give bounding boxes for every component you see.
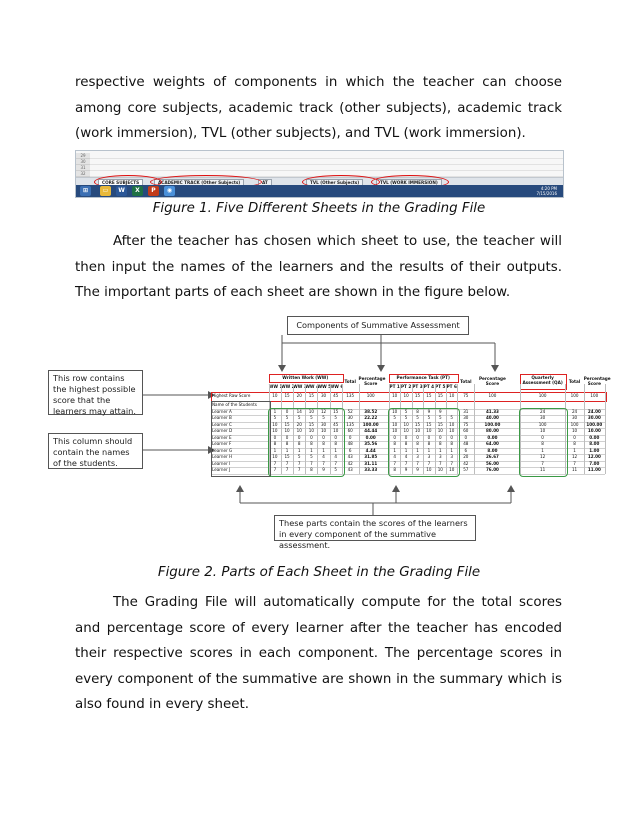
score-cell: 10	[449, 467, 455, 472]
score-cell: 1	[273, 408, 277, 414]
pt-column-header: PT 1	[389, 384, 400, 389]
score-cell: 8	[450, 441, 454, 446]
ww-column-header: WW 1	[268, 384, 283, 389]
score-cell: 10	[296, 428, 302, 433]
score-cell: 0	[297, 434, 301, 440]
score-cell: 24.00	[587, 408, 601, 414]
ww-column-header: WW 3	[293, 384, 307, 389]
score-cell: 4	[404, 454, 408, 459]
score-cell: 57	[463, 467, 469, 472]
score-cell: 5	[297, 415, 301, 420]
highest-score-cell: 10	[272, 393, 278, 398]
score-cell: 7.00	[589, 460, 600, 466]
powerpoint-icon[interactable]: P	[148, 186, 159, 196]
score-cell: 10	[272, 454, 278, 459]
score-cell: 10	[403, 428, 409, 433]
score-cell: 5	[404, 408, 408, 414]
score-cell: 1	[285, 447, 289, 453]
percentage-header: Percentage Score	[358, 376, 386, 386]
qa-scores-box	[519, 408, 569, 477]
score-cell: 0	[310, 434, 313, 440]
score-cell: 100.00	[484, 421, 501, 427]
score-cell: 5	[334, 467, 338, 472]
figure-2	[48, 310, 611, 550]
score-cell: 10	[333, 428, 339, 433]
highest-score-cell: 100	[590, 393, 599, 398]
score-cell: 48	[463, 441, 469, 446]
score-cell: 15	[437, 421, 443, 427]
pt-scores-box	[388, 408, 460, 477]
score-cell: 6	[348, 447, 352, 453]
score-cell: 7	[285, 467, 289, 472]
score-cell: 44.44	[364, 428, 378, 433]
score-cell: 5	[393, 415, 396, 420]
highest-score-cell: 15	[426, 393, 432, 398]
score-cell: 1	[416, 447, 419, 453]
total-header: Total	[568, 379, 581, 384]
total-header: Total	[460, 379, 472, 384]
learner-name: Learner A	[212, 408, 232, 414]
score-cell: 31	[463, 408, 469, 414]
intro-paragraph: respective weights of components in which the teacher can choose among core subjects, academic track (other subjects), academic track (work immersion), TVL (other subjects), and TVL (work immersion).	[75, 75, 562, 141]
highest-score-cell: 30	[320, 393, 327, 398]
highest-score-cell: 10	[403, 393, 409, 398]
score-cell: 38.52	[364, 408, 378, 414]
score-cell: 9	[404, 467, 408, 472]
score-cell: 12	[320, 408, 327, 414]
score-cell: 3	[416, 454, 419, 459]
highest-score-cell: 100	[538, 393, 547, 398]
score-cell: 10	[540, 428, 546, 433]
score-cell: 14	[296, 408, 302, 414]
callout-scores: These parts contain the scores of the learners in every component of the summative assessment.	[274, 515, 476, 541]
score-cell: 5	[334, 415, 338, 420]
score-cell: 30	[463, 415, 469, 420]
score-cell: 0.00	[487, 434, 498, 440]
score-cell: 0	[427, 434, 431, 440]
score-cell: 43	[347, 467, 353, 472]
score-cell: 3	[439, 454, 442, 459]
figure-1-screenshot	[75, 150, 564, 198]
score-cell: 10	[392, 408, 398, 414]
score-cell: 10	[284, 428, 290, 433]
score-cell: 45	[333, 421, 339, 427]
score-cell: 0	[541, 434, 544, 440]
score-cell: 0	[348, 434, 352, 440]
score-cell: 10	[272, 421, 278, 427]
score-cell: 52	[347, 408, 353, 414]
score-cell: 30	[571, 415, 578, 420]
score-cell: 3	[427, 454, 431, 459]
highest-score-cell: 15	[284, 393, 290, 398]
score-cell: 5	[416, 415, 419, 420]
score-cell: 8	[416, 441, 419, 446]
highest-score-cell: 15	[437, 393, 443, 398]
highest-score-cell: 100	[366, 393, 375, 398]
score-cell: 10.00	[587, 428, 601, 433]
score-cell: 33.33	[364, 467, 378, 472]
score-cell: 8	[416, 408, 419, 414]
sheet-tab-academic-other[interactable]: ACADEMIC TRACK (Other Subjects)	[154, 179, 244, 187]
score-cell: 8	[322, 441, 325, 446]
score-cell: 20	[463, 454, 469, 459]
score-cell: 0	[573, 434, 576, 440]
score-cell: 11	[540, 467, 546, 472]
highest-score-cell: 75	[463, 393, 469, 398]
paragraph-2-text: After the teacher has chosen which sheet to use, the teacher will then input the names of the learners and the results of their outputs. The important parts of each sheet are shown in the figure below.	[75, 234, 562, 300]
score-cell: 5	[273, 415, 277, 420]
score-cell: 0	[450, 434, 454, 440]
score-cell: 7	[450, 460, 454, 466]
score-cell: 10	[426, 428, 432, 433]
score-cell: 0	[393, 434, 396, 440]
score-cell: 7	[285, 460, 289, 466]
score-cell: 4	[322, 454, 325, 459]
score-cell: 8	[273, 441, 277, 446]
learner-name: Learner E	[212, 434, 232, 440]
sheet-tab-academic-work[interactable]: AT	[258, 179, 272, 187]
score-cell: 0	[334, 434, 338, 440]
score-cell: 10	[308, 428, 314, 433]
score-cell: 0.00	[365, 434, 376, 440]
score-cell: 5	[439, 415, 442, 420]
score-cell: 8.00	[589, 441, 600, 446]
score-cell: 1	[427, 447, 431, 453]
score-cell: 30	[540, 415, 546, 420]
callout-names-column: This column should contain the names of the students.	[48, 433, 143, 469]
score-cell: 8	[404, 441, 408, 446]
column-line	[605, 384, 606, 474]
taskbar-clock	[536, 186, 557, 196]
score-cell: 100	[538, 421, 547, 427]
score-cell: 42	[463, 460, 469, 466]
row-number: 31	[76, 165, 90, 171]
callout-highest-score: This row contains the highest possible score that the learners may attain.	[48, 370, 143, 415]
figure-2-caption: Figure 2. Parts of Each Sheet in the Grading File	[157, 565, 481, 580]
learner-name: Learner H	[212, 454, 233, 459]
score-cell: 4	[393, 454, 396, 459]
score-cell: 7	[334, 460, 338, 466]
score-cell: 100	[570, 421, 579, 427]
score-cell: 1	[393, 447, 396, 453]
learner-name: Learner J	[212, 467, 231, 472]
score-cell: 5	[310, 454, 313, 459]
score-cell: 8	[439, 441, 442, 446]
score-cell: 7	[310, 460, 313, 466]
score-cell: 43	[347, 454, 353, 459]
score-cell: 7	[393, 460, 396, 466]
score-cell: 1	[322, 447, 325, 453]
score-cell: 4.44	[365, 447, 376, 453]
score-cell: 1	[404, 447, 408, 453]
score-cell: 7	[322, 460, 325, 466]
spreadsheet-rows	[76, 151, 563, 177]
score-cell: 7	[439, 460, 442, 466]
score-cell: 10	[426, 467, 432, 472]
score-cell: 0	[285, 434, 289, 440]
score-cell: 8	[334, 441, 338, 446]
score-cell: 7	[273, 467, 277, 472]
score-cell: 0.00	[589, 434, 600, 440]
score-cell: 10	[392, 428, 398, 433]
score-cell: 15	[284, 421, 290, 427]
score-cell: 15	[284, 454, 290, 459]
score-cell: 5	[404, 415, 408, 420]
column-line	[584, 384, 585, 474]
score-cell: 1	[541, 447, 544, 453]
score-cell: 10	[437, 467, 443, 472]
score-cell: 20	[296, 421, 302, 427]
score-cell: 40.00	[485, 415, 499, 420]
score-cell: 0	[285, 408, 289, 414]
highest-score-label: Highest Raw Score	[212, 393, 251, 398]
score-cell: 10	[437, 428, 443, 433]
score-cell: 9	[416, 467, 419, 472]
score-cell: 41.33	[485, 408, 499, 414]
score-cell: 7	[541, 460, 544, 466]
score-cell: 75	[463, 421, 469, 427]
clock-time: 4:20 PM	[540, 186, 557, 191]
score-cell: 48	[347, 441, 353, 446]
pt-column-header: PT 3	[412, 384, 423, 389]
score-cell: 8	[573, 441, 576, 446]
score-cell: 11.00	[587, 467, 601, 472]
windows-taskbar	[76, 185, 563, 197]
score-cell: 60	[463, 428, 469, 433]
learner-name: Learner D	[212, 428, 233, 433]
score-cell: 12	[540, 454, 546, 459]
score-cell: 30.00	[587, 415, 601, 420]
score-cell: 5	[285, 415, 289, 420]
percentage-header: Percentage Score	[583, 376, 611, 386]
score-cell: 9	[427, 408, 431, 414]
total-header: Total	[344, 379, 356, 384]
score-cell: 8	[393, 467, 396, 472]
ww-column-header: WW 5	[317, 384, 332, 389]
score-cell: 7	[273, 460, 277, 466]
callout-summative-components: Components of Summative Assessment	[287, 316, 469, 335]
score-cell: 10	[392, 421, 398, 427]
ww-column-header: WW 2	[280, 384, 295, 389]
score-cell: 5	[450, 415, 454, 420]
score-cell: 1	[573, 447, 576, 453]
score-cell: 135	[346, 421, 355, 427]
score-cell: 15	[308, 421, 314, 427]
score-cell: 64.00	[485, 441, 499, 446]
score-cell: 8	[310, 467, 313, 472]
learner-name: Learner F	[212, 441, 232, 446]
sheet-tab-tvl-work[interactable]: TVL (WORK IMMERSION)	[376, 179, 442, 187]
pt-column-header: PT 6	[446, 384, 457, 389]
score-cell: 5	[427, 415, 431, 420]
highest-score-cell: 135	[346, 393, 355, 398]
row-number: 30	[76, 159, 90, 165]
highest-score-cell: 100	[488, 393, 497, 398]
highest-score-cell: 15	[308, 393, 314, 398]
score-cell: 4	[334, 454, 338, 459]
score-cell: 8	[393, 441, 396, 446]
score-cell: 7	[416, 460, 419, 466]
score-cell: 5	[310, 415, 313, 420]
score-cell: 0	[273, 434, 277, 440]
column-line	[474, 384, 475, 474]
score-cell: 8	[310, 441, 313, 446]
start-icon[interactable]: ⊞	[80, 186, 91, 196]
score-cell: 8	[297, 441, 301, 446]
score-cell: 30	[347, 415, 353, 420]
names-column-box	[211, 401, 271, 477]
learner-name: Learner B	[212, 415, 232, 420]
score-cell: 0	[439, 434, 442, 440]
score-cell: 10	[449, 421, 455, 427]
sheet-tab-core[interactable]: CORE SUBJECTS	[98, 179, 143, 187]
score-cell: 8.00	[487, 447, 498, 453]
pt-column-header: PT 2	[400, 384, 412, 389]
score-cell: 0	[416, 434, 419, 440]
excel-icon[interactable]: X	[132, 186, 143, 196]
written-work-title: Written Work (WW)	[282, 375, 329, 380]
score-cell: 0	[404, 434, 408, 440]
score-cell: 10	[272, 428, 278, 433]
highest-score-cell: 45	[333, 393, 339, 398]
score-cell: 35.56	[364, 441, 378, 446]
pt-column-header: PT 4	[423, 384, 435, 389]
score-cell: 76.00	[485, 467, 499, 472]
row-number: 32	[76, 171, 90, 177]
score-cell: 8	[541, 441, 544, 446]
score-cell: 7	[297, 460, 301, 466]
score-cell: 60	[347, 428, 353, 433]
score-cell: 11	[571, 467, 578, 472]
score-cell: 7	[297, 467, 301, 472]
figure-1-caption: Figure 1. Five Different Sheets in the Grading File	[152, 201, 486, 216]
score-cell: 24	[571, 408, 578, 414]
ww-column-header: WW 4	[305, 384, 319, 389]
learner-name: Learner G	[212, 447, 233, 453]
row-number: 29	[76, 153, 90, 159]
score-cell: 56.00	[485, 460, 499, 466]
score-cell: 7	[573, 460, 576, 466]
clock-date: 7/15/2016	[536, 191, 557, 196]
score-cell: 6	[464, 447, 468, 453]
score-cell: 8	[427, 441, 431, 446]
score-cell: 10	[403, 421, 409, 427]
score-cell: 12	[571, 454, 578, 459]
score-cell: 10	[308, 408, 314, 414]
score-cell: 1	[273, 447, 277, 453]
score-cell: 9	[439, 408, 442, 414]
score-cell: 30	[320, 421, 327, 427]
score-cell: 31.11	[364, 460, 378, 466]
score-cell: 9	[322, 467, 325, 472]
score-cell: 15	[333, 408, 339, 414]
score-cell: 42	[347, 460, 353, 466]
score-cell: 31.85	[364, 454, 378, 459]
score-cell: 7	[404, 460, 408, 466]
quarterly-title: Quarterly Assessment (QA)	[522, 375, 563, 385]
highest-score-cell: 100	[570, 393, 579, 398]
learner-name: Learner C	[212, 421, 232, 427]
score-cell: 5	[297, 454, 301, 459]
score-cell: 10	[320, 428, 327, 433]
learner-name: Learner I	[212, 460, 231, 466]
score-cell: 1	[450, 447, 454, 453]
paragraph-3-text: The Grading File will automatically compute for the total scores and percentage score of every learner after the teacher has encoded their respective scores in each component. The percentage scores in every component of the summative are shown in the summary which is also found in every sheet.	[75, 595, 562, 712]
paragraph-2	[75, 229, 562, 306]
score-cell: 7	[427, 460, 431, 466]
score-cell: 3	[450, 454, 454, 459]
paragraph-3	[75, 590, 562, 718]
score-cell: 0	[322, 434, 325, 440]
highest-score-cell: 10	[449, 393, 455, 398]
score-cell: 15	[426, 421, 432, 427]
score-cell: 26.67	[485, 454, 499, 459]
names-header: Name of the Students	[212, 402, 257, 407]
score-cell: 15	[414, 421, 421, 427]
score-cell: 80.00	[485, 428, 499, 433]
score-cell: 100.00	[362, 421, 379, 427]
ww-scores-box	[268, 408, 345, 477]
ww-column-header: WW 6	[329, 384, 344, 389]
pt-column-header: PT 5	[435, 384, 446, 389]
word-icon[interactable]: W	[116, 186, 127, 196]
folder-icon[interactable]: ▭	[100, 186, 111, 196]
score-cell: 8	[285, 441, 289, 446]
performance-task-title: Performance Task (PT)	[396, 375, 450, 380]
highest-score-cell: 15	[414, 393, 421, 398]
grading-sheet	[211, 374, 611, 481]
highest-score-cell: 20	[296, 393, 302, 398]
highest-score-cell: 10	[392, 393, 398, 398]
score-cell: 100.00	[586, 421, 603, 427]
percentage-header: Percentage Score	[478, 376, 506, 386]
column-line	[359, 384, 360, 474]
score-cell: 10	[449, 428, 455, 433]
score-cell: 1	[310, 447, 313, 453]
score-cell: 24	[540, 408, 546, 414]
score-cell: 0	[464, 434, 468, 440]
sheet-tab-tvl-other[interactable]: TVL (Other Subjects)	[306, 179, 363, 187]
score-cell: 12.00	[587, 454, 601, 459]
score-cell: 1	[334, 447, 338, 453]
score-cell: 5	[322, 415, 325, 420]
score-cell: 22.22	[364, 415, 378, 420]
score-cell: 1	[439, 447, 442, 453]
score-cell: 1	[297, 447, 301, 453]
score-cell: 10	[414, 428, 421, 433]
score-cell: 1.00	[589, 447, 600, 453]
browser-icon[interactable]: ◉	[164, 186, 175, 196]
score-cell: 10	[571, 428, 578, 433]
